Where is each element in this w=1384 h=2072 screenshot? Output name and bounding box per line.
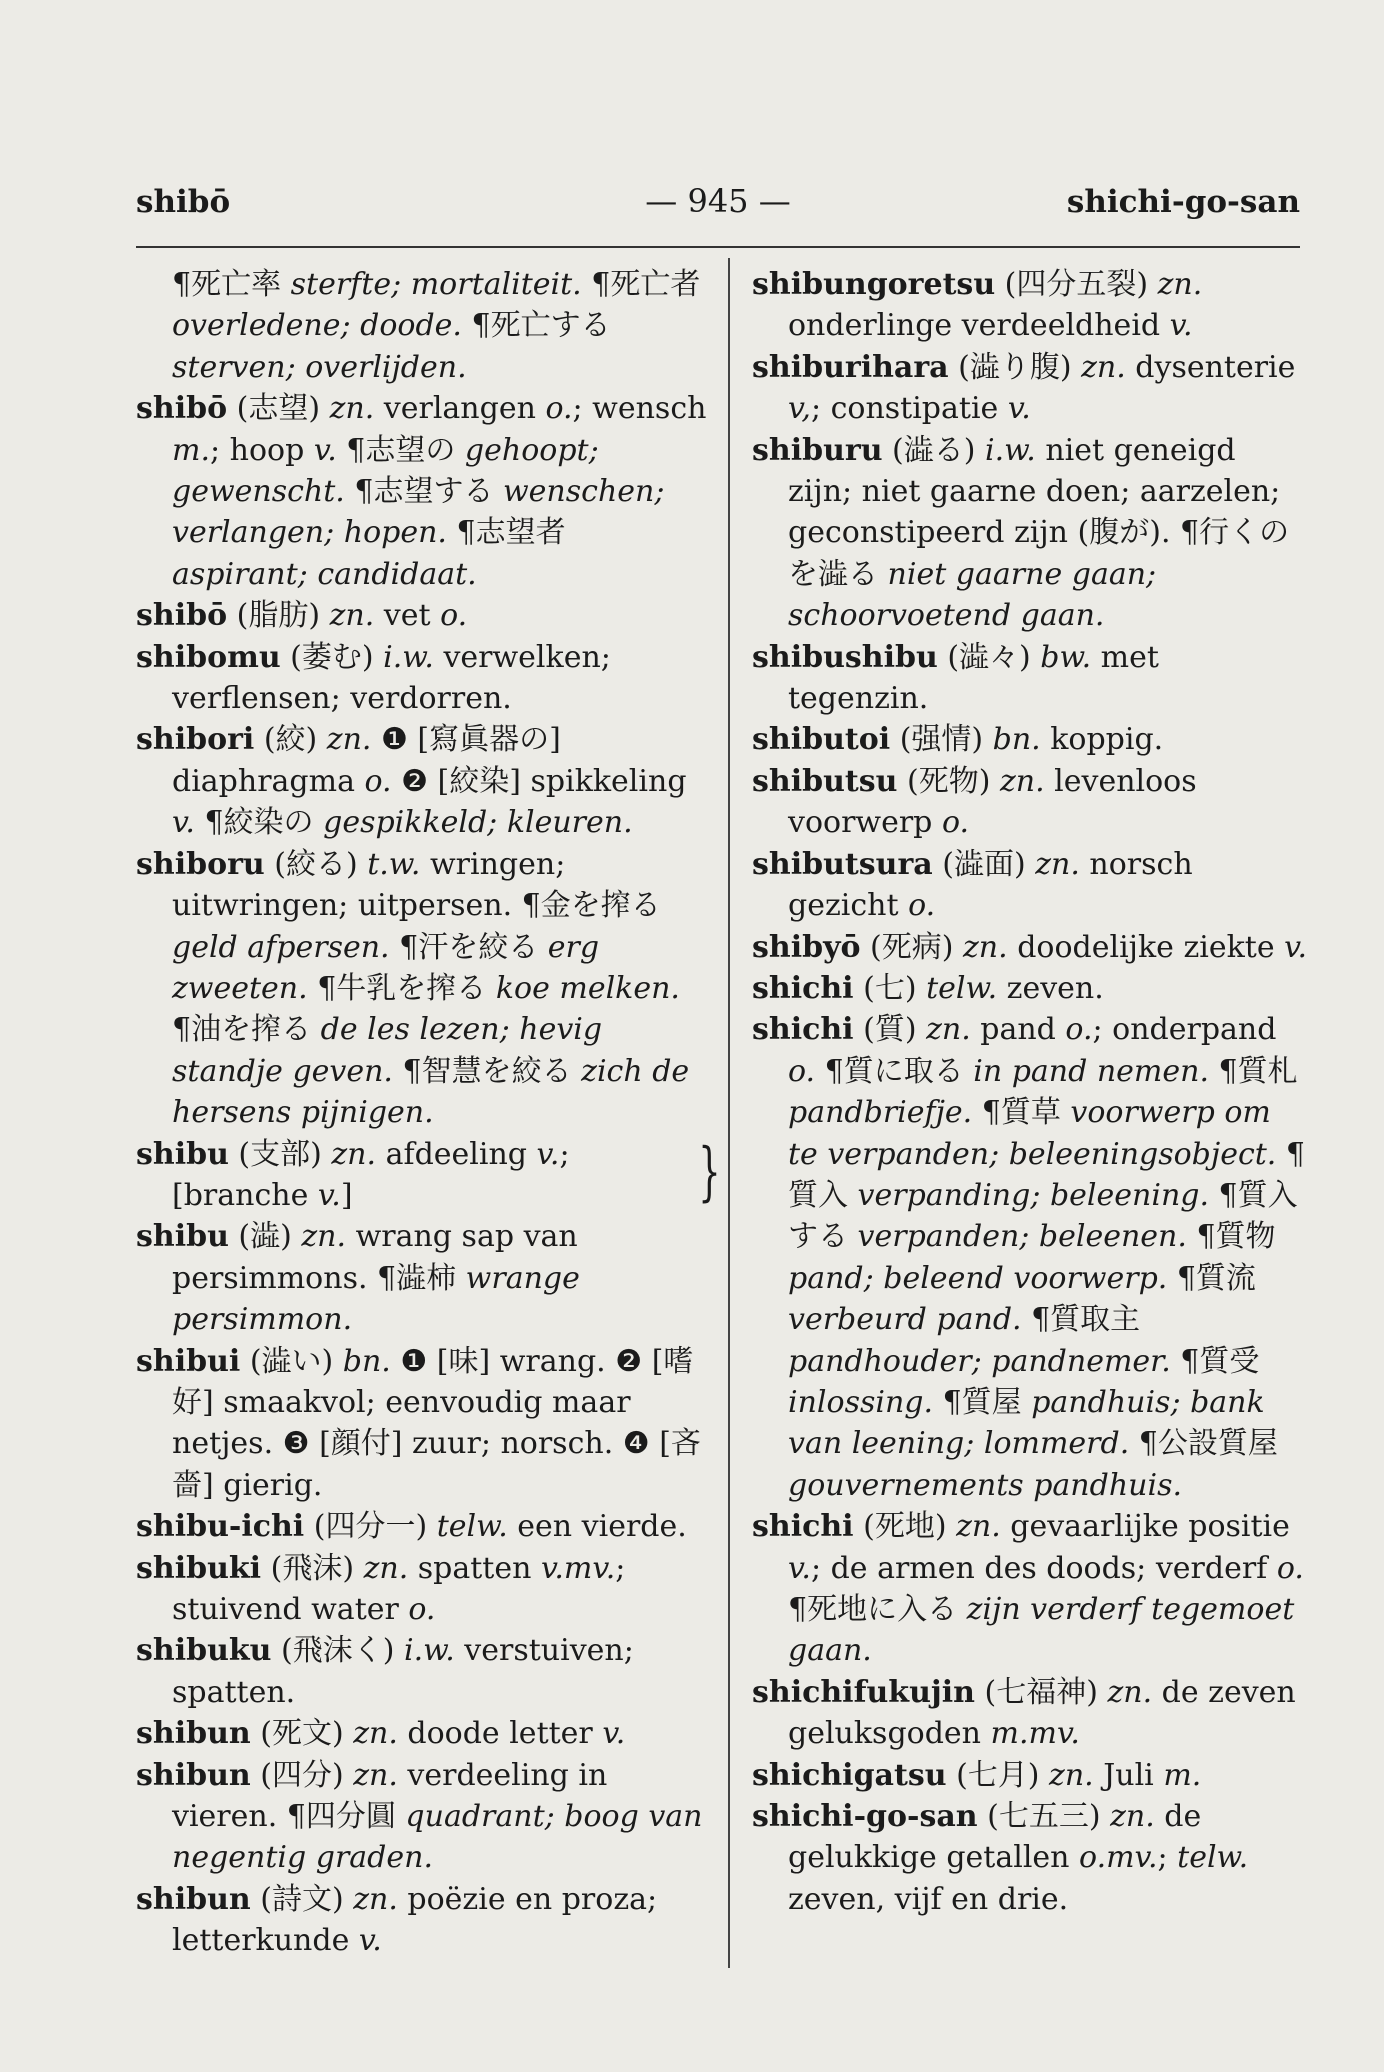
entry-italic-text: pand; beleend voorwerp. xyxy=(788,1260,1168,1296)
entry-text: ¶質入 xyxy=(788,1136,1305,1213)
entry-text: (澁る) xyxy=(882,432,985,468)
entry-text: de gelukkige getallen xyxy=(788,1799,1202,1876)
brace-mark: } xyxy=(698,1134,721,1209)
dictionary-entry xyxy=(752,1672,1308,1755)
entry-text: ¶死亡者 xyxy=(591,267,701,302)
entry-italic-text: wrange persimmon. xyxy=(172,1260,580,1338)
entry-italic-text: i.w. xyxy=(985,432,1036,468)
entry-text: ¶智慧を絞る xyxy=(392,1053,582,1089)
entry-italic-text: bn. xyxy=(992,722,1041,758)
entry-italic-text: bn. xyxy=(342,1343,391,1379)
entry-text: ; [branche xyxy=(172,1136,570,1213)
page-number: — 945 — xyxy=(645,182,791,220)
entry-text: (志望) xyxy=(227,391,330,427)
entry-text: wrang sap van persimmons. ¶澁柿 xyxy=(172,1219,578,1296)
entry-text: ¶油を搾る xyxy=(172,1012,321,1048)
entry-text: (七月) xyxy=(946,1757,1050,1793)
entry-italic-text: telw. xyxy=(926,970,998,1006)
entry-italic-text: zn. xyxy=(329,598,375,634)
entry-text: doode letter xyxy=(397,1716,603,1752)
entry-text: spatten xyxy=(408,1550,541,1586)
dictionary-entry xyxy=(136,595,708,636)
entry-headword: shibun xyxy=(136,1716,251,1752)
entry-text: (四分) xyxy=(250,1757,354,1793)
entry-headword: shibō xyxy=(136,598,228,634)
entry-italic-text: v. xyxy=(358,1923,382,1959)
entry-headword: shibuku xyxy=(136,1633,272,1669)
entry-headword: shibyō xyxy=(752,929,861,965)
entry-italic-text: m. xyxy=(1163,1757,1202,1793)
entry-italic-text: zn. xyxy=(1081,349,1126,385)
dictionary-entry xyxy=(752,968,1308,1009)
entry-text: (死物) xyxy=(897,763,1000,799)
entry-headword: shibungoretsu xyxy=(752,267,996,302)
entry-italic-text: zn. xyxy=(999,763,1045,799)
entry-italic-text: zn. xyxy=(329,391,375,427)
entry-headword: shibu xyxy=(136,1219,229,1255)
entry-headword: shichi xyxy=(752,1012,854,1048)
entry-text: ; hoop xyxy=(209,432,314,468)
entry-text: ; wensch xyxy=(572,391,707,427)
entry-text: gevaarlijke positie xyxy=(1000,1509,1290,1545)
entry-headword: shichi-go-san xyxy=(752,1799,978,1835)
entry-italic-text: pandhuis; bank van leening; lommerd. xyxy=(788,1384,1265,1462)
entry-italic-text: v. xyxy=(1169,308,1193,344)
entry-italic-text: i.w. xyxy=(403,1633,455,1669)
right-guide-word: shichi-go-san xyxy=(1066,184,1300,220)
entry-text: ¶汗を絞る xyxy=(389,929,548,965)
entry-italic-text: gespikkeld; kleuren. xyxy=(323,805,633,841)
entry-italic-text: o. xyxy=(440,598,468,634)
entry-italic-text: v. xyxy=(602,1716,626,1752)
dictionary-entry xyxy=(752,1755,1308,1796)
entry-headword: shichi xyxy=(752,970,854,1006)
entry-italic-text: zn. xyxy=(331,1136,377,1172)
entry-text: een vierde. xyxy=(507,1509,687,1545)
dictionary-entry xyxy=(752,264,1308,347)
entry-text: (脂肪) xyxy=(227,598,330,634)
entry-text: afdeeling xyxy=(376,1136,537,1172)
entry-text: (支部) xyxy=(228,1136,332,1172)
entry-text: ¶質物 xyxy=(1186,1219,1276,1255)
entry-headword: shiboru xyxy=(136,846,265,882)
entry-text: (澁い) xyxy=(240,1343,343,1379)
entry-italic-text: zn. xyxy=(1035,846,1080,882)
entry-headword: shichifukujin xyxy=(752,1674,975,1710)
entry-text: ¶志望者 xyxy=(446,515,566,551)
entry-italic-text: gouvernements pandhuis. xyxy=(788,1467,1182,1503)
entry-text: ¶質札 xyxy=(1209,1053,1298,1089)
entry-text: ; stuivend water xyxy=(172,1550,626,1627)
left-column xyxy=(136,264,721,1962)
dictionary-entry xyxy=(136,1506,708,1547)
entry-italic-text: v. xyxy=(536,1136,560,1172)
entry-headword: shiburihara xyxy=(752,349,949,385)
entry-italic-text: v. xyxy=(172,805,195,841)
entry-italic-text: erg zweeten. xyxy=(172,929,600,1006)
right-column xyxy=(752,264,1308,1920)
entry-text: ; constipatie xyxy=(810,391,1008,427)
entry-text: vet xyxy=(374,598,441,634)
entry-headword: shibutsu xyxy=(752,763,898,799)
entry-italic-text: pandbriefje. xyxy=(788,1095,973,1131)
entry-italic-text: zn. xyxy=(963,929,1008,965)
entry-text: ❷ [絞染] spikkeling xyxy=(391,763,687,799)
entry-italic-text: sterfte; mortaliteit. xyxy=(290,267,592,302)
entry-italic-text: telw. xyxy=(1177,1840,1249,1876)
entry-text: (死病) xyxy=(860,929,963,965)
entry-italic-text: zn. xyxy=(353,1881,398,1917)
dictionary-entry xyxy=(752,1009,1308,1506)
entry-text: onderlinge verdeeldheid xyxy=(788,308,1170,344)
entry-text: wringen; uitwringen; uitpersen. ¶金を搾る xyxy=(172,846,661,924)
entry-italic-text: o. xyxy=(364,763,392,799)
entry-italic-text: de les lezen; hevig standje geven. xyxy=(172,1012,603,1089)
entry-text: ¶死亡する xyxy=(471,308,611,344)
dictionary-entry xyxy=(136,1755,708,1879)
entry-text: ¶公設質屋 xyxy=(1129,1426,1278,1462)
entry-text: ¶志望する xyxy=(344,474,503,510)
entry-italic-text: niet gaarne gaan; schoorvoetend gaan. xyxy=(788,556,1157,634)
entry-text: ; de armen des doods; verderf xyxy=(810,1550,1277,1586)
entry-text: verwelken; verflensen; verdorren. xyxy=(172,639,611,717)
entry-headword: shichigatsu xyxy=(752,1757,947,1793)
entry-italic-text: o. xyxy=(1276,1550,1304,1586)
entry-text: ; onderpand xyxy=(1092,1012,1277,1048)
entry-italic-text: o. xyxy=(408,1592,436,1627)
entry-text: (澁々) xyxy=(937,639,1041,675)
dictionary-entry xyxy=(136,637,708,720)
entry-text: verstuiven; spatten. xyxy=(172,1633,634,1710)
dictionary-entry xyxy=(752,844,1308,927)
entry-text: Juli xyxy=(1093,1757,1164,1793)
entry-text: (四分一) xyxy=(304,1509,437,1545)
entry-italic-text: o. xyxy=(908,888,936,924)
page-header xyxy=(136,178,1300,228)
entry-italic-text: bw. xyxy=(1040,639,1092,675)
entry-italic-text: o. xyxy=(788,1053,816,1089)
entry-text: niet geneigd zijn; niet gaarne doen; aarzelen; geconstipeerd zijn (腹が). ¶行くのを澁る xyxy=(788,432,1290,592)
entry-italic-text: o. xyxy=(941,805,970,841)
entry-headword: shibō xyxy=(136,391,228,427)
entry-italic-text: geld afpersen. xyxy=(172,929,390,965)
entry-italic-text: m. xyxy=(172,432,210,468)
entry-text: verlangen xyxy=(374,391,546,427)
entry-italic-text: o. xyxy=(1065,1012,1093,1048)
entry-italic-text: zijn verderf tegemoet gaan. xyxy=(788,1592,1295,1669)
entry-italic-text: zn. xyxy=(353,1716,398,1752)
entry-italic-text: v, xyxy=(788,391,811,427)
entry-text: (四分五裂) xyxy=(995,267,1158,302)
entry-italic-text: sterven; overlijden. xyxy=(172,349,467,385)
entry-italic-text: telw. xyxy=(436,1509,508,1545)
entry-text: ❶ [寫眞器の] diaphragma xyxy=(172,722,561,799)
entry-italic-text: koe melken. xyxy=(495,970,680,1006)
entry-headword: shibomu xyxy=(136,639,281,675)
entry-text: (飛沫く) xyxy=(271,1633,404,1669)
entry-italic-text: zn. xyxy=(1157,267,1203,302)
dictionary-entry xyxy=(752,637,1308,720)
dictionary-entry xyxy=(752,1506,1308,1672)
entry-text: verdeeling in vieren. ¶四分圓 xyxy=(172,1757,608,1835)
header-rule xyxy=(136,246,1300,248)
dictionary-entry xyxy=(136,1548,708,1631)
entry-italic-text: zich de hersens pijnigen. xyxy=(172,1053,690,1131)
entry-headword: shichi xyxy=(752,1509,854,1545)
entry-text: (七五三) xyxy=(977,1799,1111,1835)
entry-text: ¶質取主 xyxy=(1021,1302,1141,1338)
dictionary-entry xyxy=(136,1713,708,1754)
entry-text: ¶絞染の xyxy=(194,805,324,841)
entry-text: dysenterie xyxy=(1125,349,1296,385)
entry-text: poëzie en proza; letterkunde xyxy=(172,1881,658,1959)
dictionary-entry xyxy=(136,388,708,595)
entry-italic-text: v. xyxy=(788,1550,811,1586)
entry-text: ¶牛乳を搾る xyxy=(307,970,496,1006)
entry-text: ❶ [味] wrang. ❷ [嗜好] smaakvol; eenvoudig maar netjes. ❸ [顔付] zuur; norsch. ❹ [吝嗇] gierig. xyxy=(172,1343,701,1503)
entry-text: de zeven geluksgoden xyxy=(788,1674,1296,1752)
dictionary-entry xyxy=(136,1134,721,1217)
entry-text: (七) xyxy=(853,970,927,1006)
entry-text: levenloos voorwerp xyxy=(788,763,1197,841)
entry-text: ¶質入する xyxy=(788,1177,1298,1255)
entry-text: zeven, vijf en drie. xyxy=(788,1881,1069,1917)
dictionary-entry xyxy=(752,719,1308,760)
dictionary-entry xyxy=(752,430,1308,637)
column-divider xyxy=(728,258,730,1968)
entry-text: (質) xyxy=(853,1012,927,1048)
entry-text: zeven. xyxy=(997,970,1104,1006)
entry-italic-text: zn. xyxy=(956,1509,1001,1545)
entry-text: ¶質受 xyxy=(1170,1343,1260,1379)
dictionary-entry xyxy=(752,761,1308,844)
entry-italic-text: o.mv. xyxy=(1079,1840,1158,1876)
entry-italic-text: verbeurd pand. xyxy=(788,1302,1022,1338)
left-guide-word: shibō xyxy=(136,184,231,220)
entry-text: ¶死地に入る xyxy=(788,1592,967,1627)
entry-italic-text: in pand nemen. xyxy=(973,1053,1209,1089)
entry-headword: shibu-ichi xyxy=(136,1509,305,1545)
entry-headword: shibun xyxy=(136,1757,251,1793)
entry-text: doodelijke ziekte xyxy=(1007,929,1285,965)
entry-italic-text: aspirant; candidaat. xyxy=(172,556,477,592)
entry-text: ¶質屋 xyxy=(933,1384,1032,1420)
entry-italic-text: verpanding; beleening. xyxy=(857,1177,1210,1213)
entry-headword: shibuki xyxy=(136,1550,262,1586)
dictionary-entry xyxy=(136,264,708,388)
entry-text: (澁り腹) xyxy=(948,349,1082,385)
entry-text: ¶質流 xyxy=(1167,1260,1256,1296)
entry-text: ] xyxy=(340,1177,353,1213)
entry-italic-text: gehoopt; gewenscht. xyxy=(172,432,599,510)
entry-text: (澁面) xyxy=(932,846,1036,882)
entry-text: ; xyxy=(1157,1840,1178,1876)
entry-text: (絞る) xyxy=(264,846,368,882)
entry-italic-text: m.mv. xyxy=(990,1716,1080,1752)
entry-text: (飛沫) xyxy=(261,1550,364,1586)
dictionary-entry xyxy=(136,719,708,843)
entry-italic-text: quadrant; boog van negentig graden. xyxy=(172,1799,703,1876)
entry-headword: shibushibu xyxy=(752,639,938,675)
entry-headword: shibutsura xyxy=(752,846,933,882)
dictionary-entry xyxy=(136,844,708,1134)
entry-text: norsch gezicht xyxy=(788,846,1193,924)
dictionary-entry xyxy=(136,1630,708,1713)
entry-text: (七福神) xyxy=(974,1674,1108,1710)
entry-headword: shibun xyxy=(136,1881,251,1917)
entry-italic-text: zn. xyxy=(1110,1799,1155,1835)
entry-text: (絞) xyxy=(254,722,327,758)
entry-headword: shiburu xyxy=(752,432,883,468)
entry-text: (澁) xyxy=(228,1219,302,1255)
entry-text: koppig. xyxy=(1040,722,1164,758)
entry-text: ¶志望の xyxy=(336,432,465,468)
entry-text: met tegenzin. xyxy=(788,639,1159,717)
entry-italic-text: zn. xyxy=(363,1550,409,1586)
entry-text: (强情) xyxy=(890,722,993,758)
entry-italic-text: zn. xyxy=(1107,1674,1153,1710)
dictionary-entry xyxy=(752,927,1308,968)
entry-text: ¶死亡率 xyxy=(172,267,291,302)
entry-italic-text: v. xyxy=(1007,391,1031,427)
entry-italic-text: wenschen; verlangen; hopen. xyxy=(172,474,665,551)
entry-headword: shibu xyxy=(136,1136,229,1172)
entry-italic-text: o. xyxy=(545,391,573,427)
dictionary-entry xyxy=(752,347,1308,430)
entry-italic-text: i.w. xyxy=(383,639,434,675)
entry-text: ¶質に取る xyxy=(815,1053,974,1089)
entry-text: ¶質草 xyxy=(972,1095,1071,1131)
entry-italic-text: voorwerp om te verpanden; beleeningsobject. xyxy=(788,1095,1277,1172)
entry-text: pand xyxy=(970,1012,1066,1048)
entry-headword: shibui xyxy=(136,1343,241,1379)
dictionary-entry xyxy=(136,1879,708,1962)
entry-italic-text: zn. xyxy=(301,1219,347,1255)
dictionary-entry xyxy=(136,1341,708,1507)
dictionary-entry xyxy=(136,1216,708,1340)
entry-italic-text: zn. xyxy=(353,1757,398,1793)
entry-italic-text: zn. xyxy=(1049,1757,1094,1793)
entry-text: (死文) xyxy=(250,1716,354,1752)
entry-italic-text: zn. xyxy=(326,722,372,758)
entry-italic-text: zn. xyxy=(926,1012,971,1048)
entry-text: (萎む) xyxy=(280,639,384,675)
entry-text: (詩文) xyxy=(250,1881,354,1917)
entry-italic-text: t.w. xyxy=(367,846,421,882)
entry-italic-text: verpanden; beleenen. xyxy=(857,1219,1187,1255)
entry-italic-text: overledene; doode. xyxy=(172,308,472,344)
entry-italic-text: v. xyxy=(1284,929,1308,965)
entry-headword: shibori xyxy=(136,722,255,758)
entry-italic-text: v. xyxy=(313,432,337,468)
entry-headword: shibutoi xyxy=(752,722,891,758)
entry-italic-text: pandhouder; pandnemer. xyxy=(788,1343,1171,1379)
entry-italic-text: v.mv. xyxy=(540,1550,616,1586)
dictionary-entry xyxy=(752,1796,1308,1920)
entry-text: (死地) xyxy=(853,1509,957,1545)
entry-italic-text: inlossing. xyxy=(788,1384,934,1420)
entry-italic-text: v. xyxy=(317,1177,341,1213)
